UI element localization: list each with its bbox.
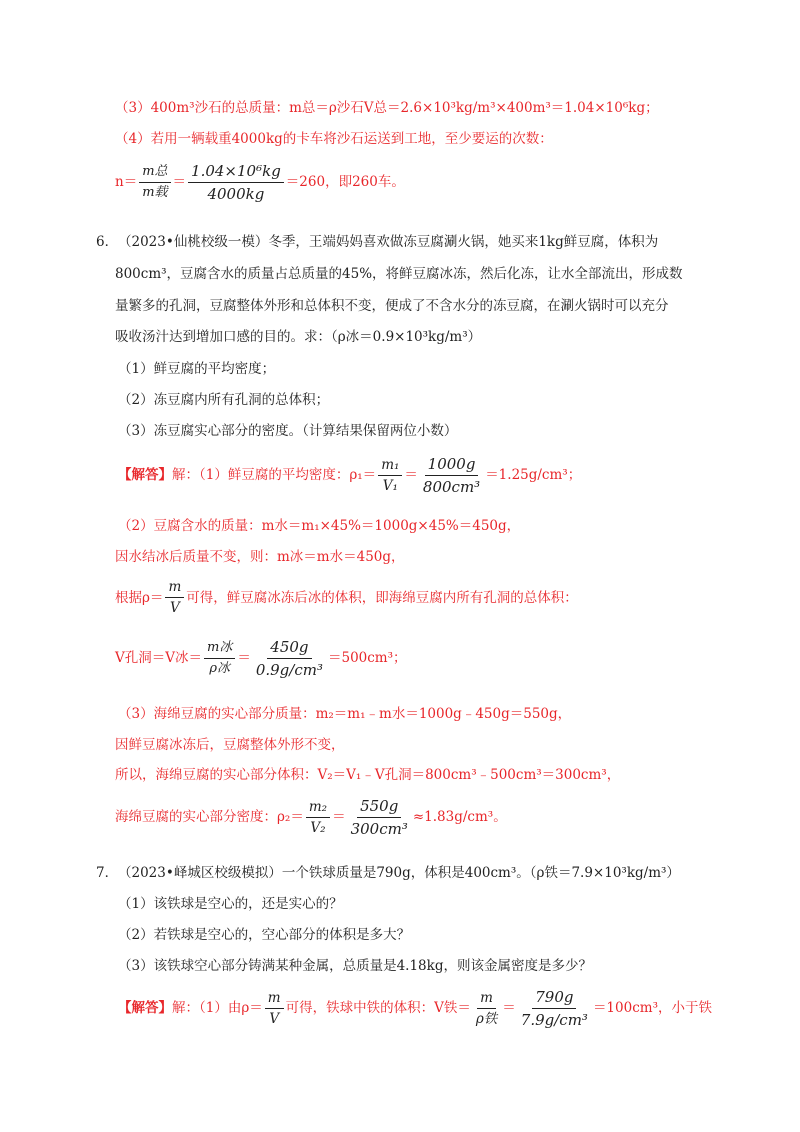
fraction-denominator: m载 <box>142 185 168 200</box>
prev-answer-n-formula <box>115 162 405 203</box>
question-7-stem: （2023•峄城区校级模拟）一个铁球质量是790g，体积是400cm³。（ρ铁＝7.9×10³kg/m³） <box>118 865 680 881</box>
answer-text: 解：（1）由ρ＝ <box>172 1000 263 1017</box>
question-6-subquestion-2: （2）冻豆腐内所有孔洞的总体积； <box>118 392 330 408</box>
equals-sign: ＝ <box>404 467 418 484</box>
fraction-values <box>188 162 284 203</box>
fraction-m-over-v <box>265 990 284 1027</box>
answer-text: 可得，鲜豆腐冰冻后冰的体积，即海绵豆腐内所有孔洞的总体积： <box>186 589 578 606</box>
fraction-denominator: 300cm³ <box>350 820 408 838</box>
fraction-denominator: 800cm³ <box>422 478 481 496</box>
fraction-numerator: m总 <box>139 164 170 183</box>
answer-result: ＝1.25g/cm³； <box>485 467 582 484</box>
fraction-denominator: V₁ <box>382 478 398 494</box>
fraction-denominator: V <box>269 1011 280 1027</box>
equals-sign: ＝ <box>172 174 187 191</box>
fraction-numerator: m冰 <box>204 640 235 659</box>
question-7-answer-part-1 <box>118 988 712 1029</box>
question-6-stem-line-1: （2023•仙桃校级一模）冬季，王端妈妈喜欢做冻豆腐涮火锅，她买来1kg鲜豆腐，体积为 <box>118 234 659 250</box>
fraction-denominator: V₂ <box>310 820 326 836</box>
fraction-m-over-rho-iron <box>473 990 500 1027</box>
fraction-denominator: 7.9g/cm³ <box>520 1011 588 1029</box>
question-6-subquestion-3: （3）冻豆腐实心部分的密度。（计算结果保留两位小数） <box>118 423 458 439</box>
question-7-number: 7． <box>96 865 119 881</box>
fraction-numerator: 550g <box>357 797 401 818</box>
question-6-answer-part-1 <box>118 455 581 496</box>
answer-result: ≈1.83g/cm³。 <box>412 809 507 826</box>
question-6-answer-part-2-line-4 <box>115 638 407 679</box>
fraction-values <box>420 455 483 496</box>
equals-sign: ＝ <box>237 650 251 667</box>
fraction-numerator: m <box>265 990 284 1009</box>
question-6-answer-part-2-line-1: （2）豆腐含水的质量：m水＝m₁×45%＝1000g×45%＝450g， <box>118 518 521 534</box>
fraction-denominator: 0.9g/cm³ <box>255 661 323 679</box>
answer-result: ＝500cm³； <box>327 650 407 667</box>
n-result: ＝260，即260车。 <box>285 174 405 191</box>
fraction-m-total-over-m-load <box>139 164 170 200</box>
fraction-numerator: m <box>165 579 184 598</box>
answer-result: ＝100cm³，小于铁 <box>592 1000 712 1017</box>
question-6-stem-line-3: 量繁多的孔洞，豆腐整体外形和总体积不变，便成了不含水分的冻豆腐，在涮火锅时可以充分 <box>115 298 669 314</box>
question-6-answer-part-3-line-2: 因鲜豆腐冰冻后，豆腐整体外形不变， <box>115 737 345 753</box>
question-7-subquestion-1: （1）该铁球是空心的，还是实心的？ <box>118 896 343 912</box>
fraction-numerator: m₂ <box>306 799 330 818</box>
fraction-values <box>348 797 411 838</box>
fraction-values <box>518 988 591 1029</box>
fraction-numerator: m <box>477 990 496 1009</box>
question-6-answer-part-2-line-3 <box>115 579 578 616</box>
fraction-m2-over-v2 <box>306 799 330 836</box>
fraction-m-ice-over-rho-ice <box>204 640 235 676</box>
fraction-denominator: ρ铁 <box>475 1011 498 1027</box>
question-6-stem-line-4: 吸收汤汁达到增加口感的目的。求：（ρ冰＝0.9×10³kg/m³） <box>115 329 482 345</box>
question-7-subquestion-2: （2）若铁球是空心的，空心部分的体积是多大？ <box>118 927 411 943</box>
equals-sign: ＝ <box>332 809 346 826</box>
n-prefix: n＝ <box>115 174 138 191</box>
question-6-answer-part-2-line-2: 因水结冰后质量不变，则：m冰＝m水＝450g， <box>115 549 405 565</box>
fraction-values <box>253 638 326 679</box>
question-6-answer-part-3-line-1: （3）海绵豆腐的实心部分质量：m₂＝m₁﹣m水＝1000g﹣450g＝550g， <box>118 706 572 722</box>
question-6-answer-part-3-line-4 <box>115 797 507 838</box>
fraction-denominator: 4000kg <box>207 185 265 203</box>
answer-tag: 【解答】 <box>118 1000 172 1017</box>
question-7-subquestion-3: （3）该铁球空心部分铸满某种金属，总质量是4.18kg，则该金属密度是多少？ <box>118 958 592 974</box>
question-6-subquestion-1: （1）鲜豆腐的平均密度； <box>118 361 276 377</box>
answer-text: 可得，铁球中铁的体积：V铁＝ <box>285 1000 471 1017</box>
fraction-numerator: 1000g <box>425 455 479 476</box>
answer-text: 根据ρ＝ <box>115 589 164 606</box>
fraction-denominator: V <box>169 600 180 617</box>
fraction-m1-over-v1 <box>378 457 402 494</box>
answer-text: 解：（1）鲜豆腐的平均密度：ρ₁＝ <box>172 467 377 484</box>
equals-sign: ＝ <box>502 1000 516 1017</box>
question-6-stem-line-2: 800cm³，豆腐含水的质量占总质量的45%，将鲜豆腐冰冻，然后化冻，让水全部流出，形成数 <box>115 266 683 282</box>
fraction-numerator: 1.04×10⁶kg <box>188 162 284 183</box>
fraction-numerator: m₁ <box>378 457 402 476</box>
fraction-denominator: ρ冰 <box>209 661 230 676</box>
question-6-answer-part-3-line-3: 所以，海绵豆腐的实心部分体积：V₂＝V₁﹣V孔洞＝800cm³﹣500cm³＝300cm³， <box>115 767 621 783</box>
prev-answer-line-3: （3）400m³沙石的总质量：m总＝ρ沙石V总＝2.6×10³kg/m³×400m³＝1.04×10⁶kg； <box>115 100 659 116</box>
answer-text: 海绵豆腐的实心部分密度：ρ₂＝ <box>115 809 304 826</box>
fraction-m-over-v <box>165 579 184 616</box>
fraction-numerator: 790g <box>532 988 576 1009</box>
prev-answer-line-4: （4）若用一辆载重4000kg的卡车将沙石运送到工地，至少要运的次数： <box>115 131 553 147</box>
question-6-number: 6． <box>96 234 119 250</box>
fraction-numerator: 450g <box>267 638 311 659</box>
answer-tag: 【解答】 <box>118 467 172 484</box>
answer-text: V孔洞＝V冰＝ <box>115 650 202 667</box>
